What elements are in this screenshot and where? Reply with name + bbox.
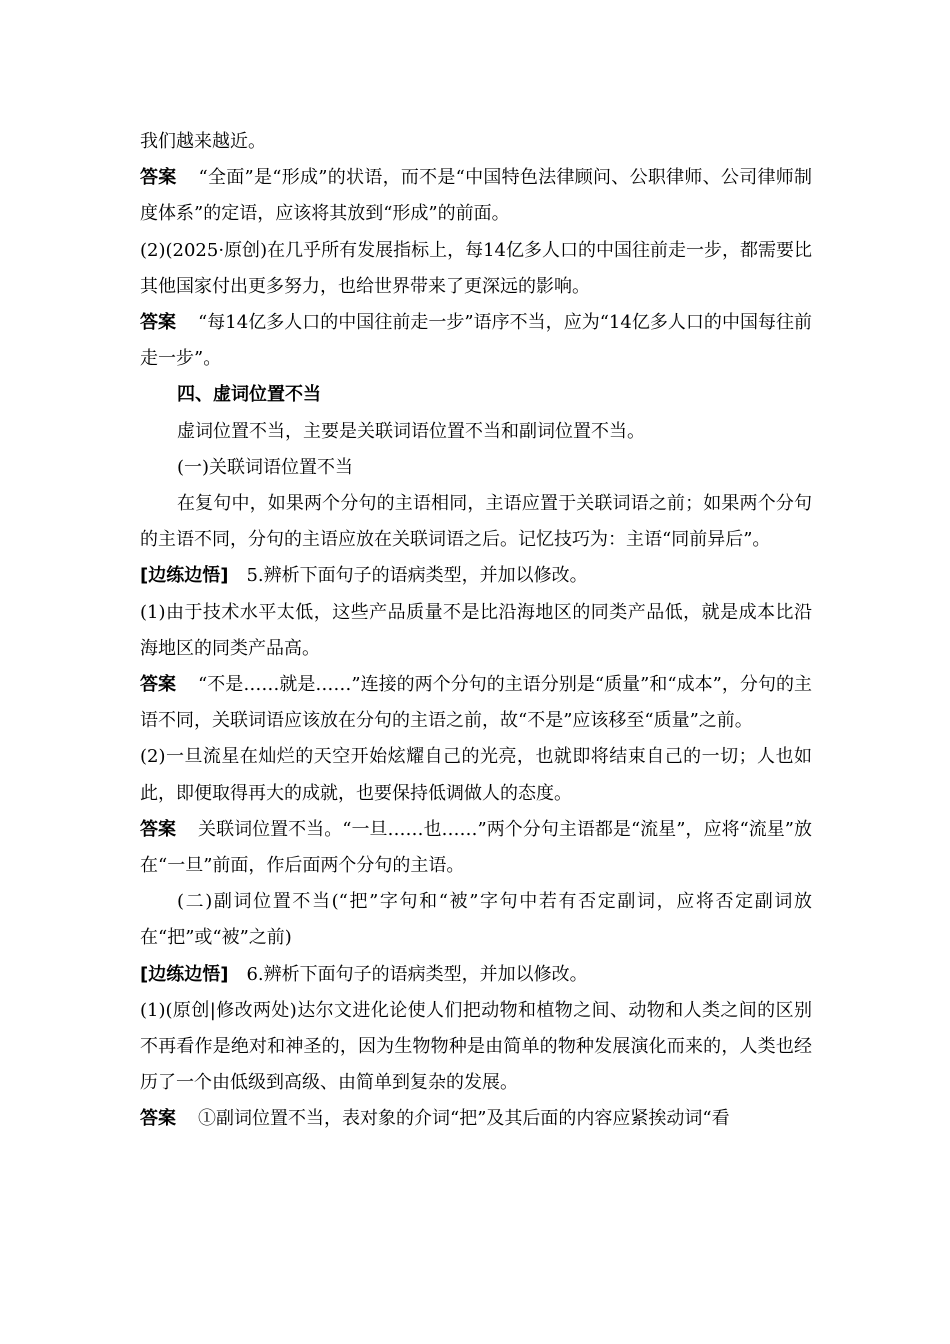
- question-2: [140, 233, 812, 305]
- answer-text: 关联词位置不当。“一旦……也……”两个分句主语都是“流星”，应将“流星”放在“一旦”前面，作后面两个分句的主语。: [140, 818, 812, 877]
- subheading-2: (二)副词位置不当(“把”字句和“被”字句中若有否定副词，应将否定副词放在“把”或“被”之前): [140, 891, 812, 949]
- question-text: )达尔文进化论使人们把动物和植物之间、动物和人类之间的区别不再看作是绝对和神圣的，因为生物物种是由简单的物种发展演化而来的，人类也经历了一个由低级到高级、由简单到复杂的发展。: [140, 999, 812, 1094]
- question-prefix: (1)(: [140, 999, 173, 1021]
- continued-line: 我们越来越近。: [140, 131, 266, 152]
- subheading-1: (一)关联词语位置不当: [177, 456, 354, 478]
- answer-6: [140, 1101, 812, 1137]
- answer-label: 答案: [140, 674, 177, 696]
- answer-text: “每14亿多人口的中国往前走一步”语序不当，应为“14亿多人口的中国每往前走一步”。: [140, 312, 813, 370]
- answer-2: [140, 305, 812, 377]
- practice-text: 6.辨析下面句子的语病类型，并加以修改。: [246, 963, 588, 985]
- answer-5-2: [140, 812, 812, 884]
- question-prefix: (2)(2025·: [140, 239, 225, 261]
- practice-text: 5.辨析下面句子的语病类型，并加以修改。: [246, 565, 588, 587]
- rule-paragraph: 在复句中，如果两个分句的主语相同，主语应置于关联词语之前；如果两个分句的主语不同，分句的主语应放在关联词语之后。记忆技巧为：主语“同前异后”。: [140, 493, 812, 551]
- question-text: )在几乎所有发展指标上，每14亿多人口的中国往前走一步，都需要比其他国家付出更多努力，也给世界带来了更深远的影响。: [140, 239, 812, 297]
- practice-label: [边练边悟]: [140, 963, 229, 985]
- practice-5: [140, 558, 812, 594]
- section-heading-4: 四、虚词位置不当: [177, 384, 321, 406]
- question-5-2: (2)一旦流星在灿烂的天空开始炫耀自己的光亮，也就即将结束自己的一切；人也如此，即便取得再大的成就，也要保持低调做人的态度。: [140, 746, 812, 804]
- answer-text: ①副词位置不当，表对象的介词“把”及其后面的内容应紧挨动词“看: [198, 1108, 730, 1130]
- practice-label: [边练边悟]: [140, 565, 229, 587]
- question-source-tag: 原创: [224, 239, 261, 261]
- question-source-tag: 原创|修改两处: [172, 999, 290, 1021]
- answer-label: 答案: [140, 1108, 176, 1130]
- answer-text: “不是……就是……”连接的两个分句的主语分别是“质量”和“成本”，分句的主语不同，关联词语应该放在分句的主语之前，故“不是”应该移至“质量”之前。: [140, 674, 812, 732]
- practice-6: [140, 957, 812, 993]
- answer-5-1: [140, 667, 812, 739]
- answer-text: “全面”是“形成”的状语，而不是“中国特色法律顾问、公职律师、公司律师制度体系”的定语，应该将其放到“形成”的前面。: [140, 167, 812, 225]
- answer-label: 答案: [140, 167, 177, 189]
- question-5-1: (1)由于技术水平太低，这些产品质量不是比沿海地区的同类产品低，就是成本比沿海地区的同类产品高。: [140, 601, 812, 659]
- question-6-1: [140, 993, 812, 1102]
- answer-1: [140, 160, 812, 232]
- answer-label: 答案: [140, 312, 177, 334]
- section-intro: 虚词位置不当，主要是关联词语位置不当和副词位置不当。: [177, 420, 645, 442]
- text-column: [140, 124, 812, 1138]
- answer-label: 答案: [140, 818, 177, 840]
